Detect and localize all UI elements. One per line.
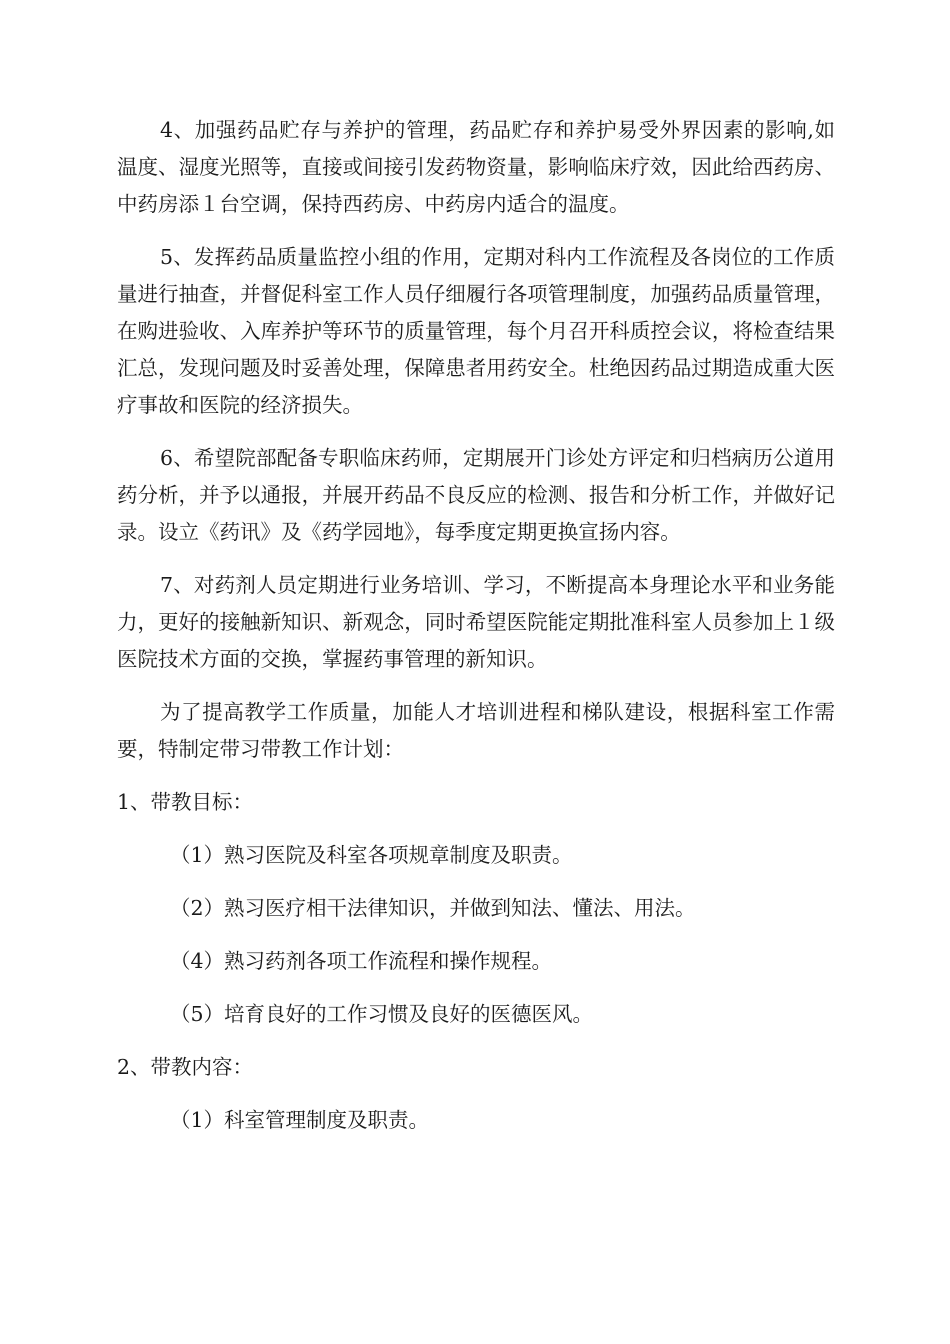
list-item-goal-2: （2）熟习医疗相干法律知识，并做到知法、懂法、用法。 <box>170 896 696 920</box>
paragraph-item-5: 5、发挥药品质量监控小组的作用，定期对科内工作流程及各岗位的工作质量进行抽查，并督促科室工作人员仔细履行各项管理制度，加强药品质量管理，在购进验收、入库养护等环节的质量管理，每个月召开科质控会议，将检查结果汇总，发现问题及时妥善处理，保障患者用药安全。杜绝因药品过期造成重大医疗事故和医院的经济损失。 <box>117 245 835 417</box>
paragraph-teaching-plan-intro: 为了提高教学工作质量，加能人才培训进程和梯队建设，根据科室工作需要，特制定带习带教工作计划： <box>117 700 835 761</box>
list-item-goal-4: （4）熟习药剂各项工作流程和操作规程。 <box>170 949 553 973</box>
paragraph-item-7: 7、对药剂人员定期进行业务培训、学习，不断提高本身理论水平和业务能力，更好的接触新知识、新观念，同时希望医院能定期批准科室人员参加上１级医院技术方面的交换，掌握药事管理的新知识。 <box>117 573 835 671</box>
paragraph-item-4: 4、加强药品贮存与养护的管理，药品贮存和养护易受外界因素的影响,如温度、湿度光照等，直接或间接引发药物资量，影响临床疗效，因此给西药房、中药房添１台空调，保持西药房、中药房内适合的温度。 <box>117 118 835 216</box>
section-heading-teaching-content: 2、带教内容： <box>117 1055 254 1079</box>
list-item-goal-1: （1）熟习医院及科室各项规章制度及职责。 <box>170 843 573 867</box>
list-item-content-1: （1）科室管理制度及职责。 <box>170 1108 430 1132</box>
paragraph-item-6: 6、希望院部配备专职临床药师，定期展开门诊处方评定和归档病历公道用药分析，并予以通报，并展开药品不良反应的检测、报告和分析工作，并做好记录。设立《药讯》及《药学园地》，每季度定期更换宣扬内容。 <box>117 446 835 544</box>
document-body <box>117 112 835 1155</box>
section-heading-teaching-goals: 1、带教目标： <box>117 790 254 814</box>
list-item-goal-5: （5）培育良好的工作习惯及良好的医德医风。 <box>170 1002 594 1026</box>
